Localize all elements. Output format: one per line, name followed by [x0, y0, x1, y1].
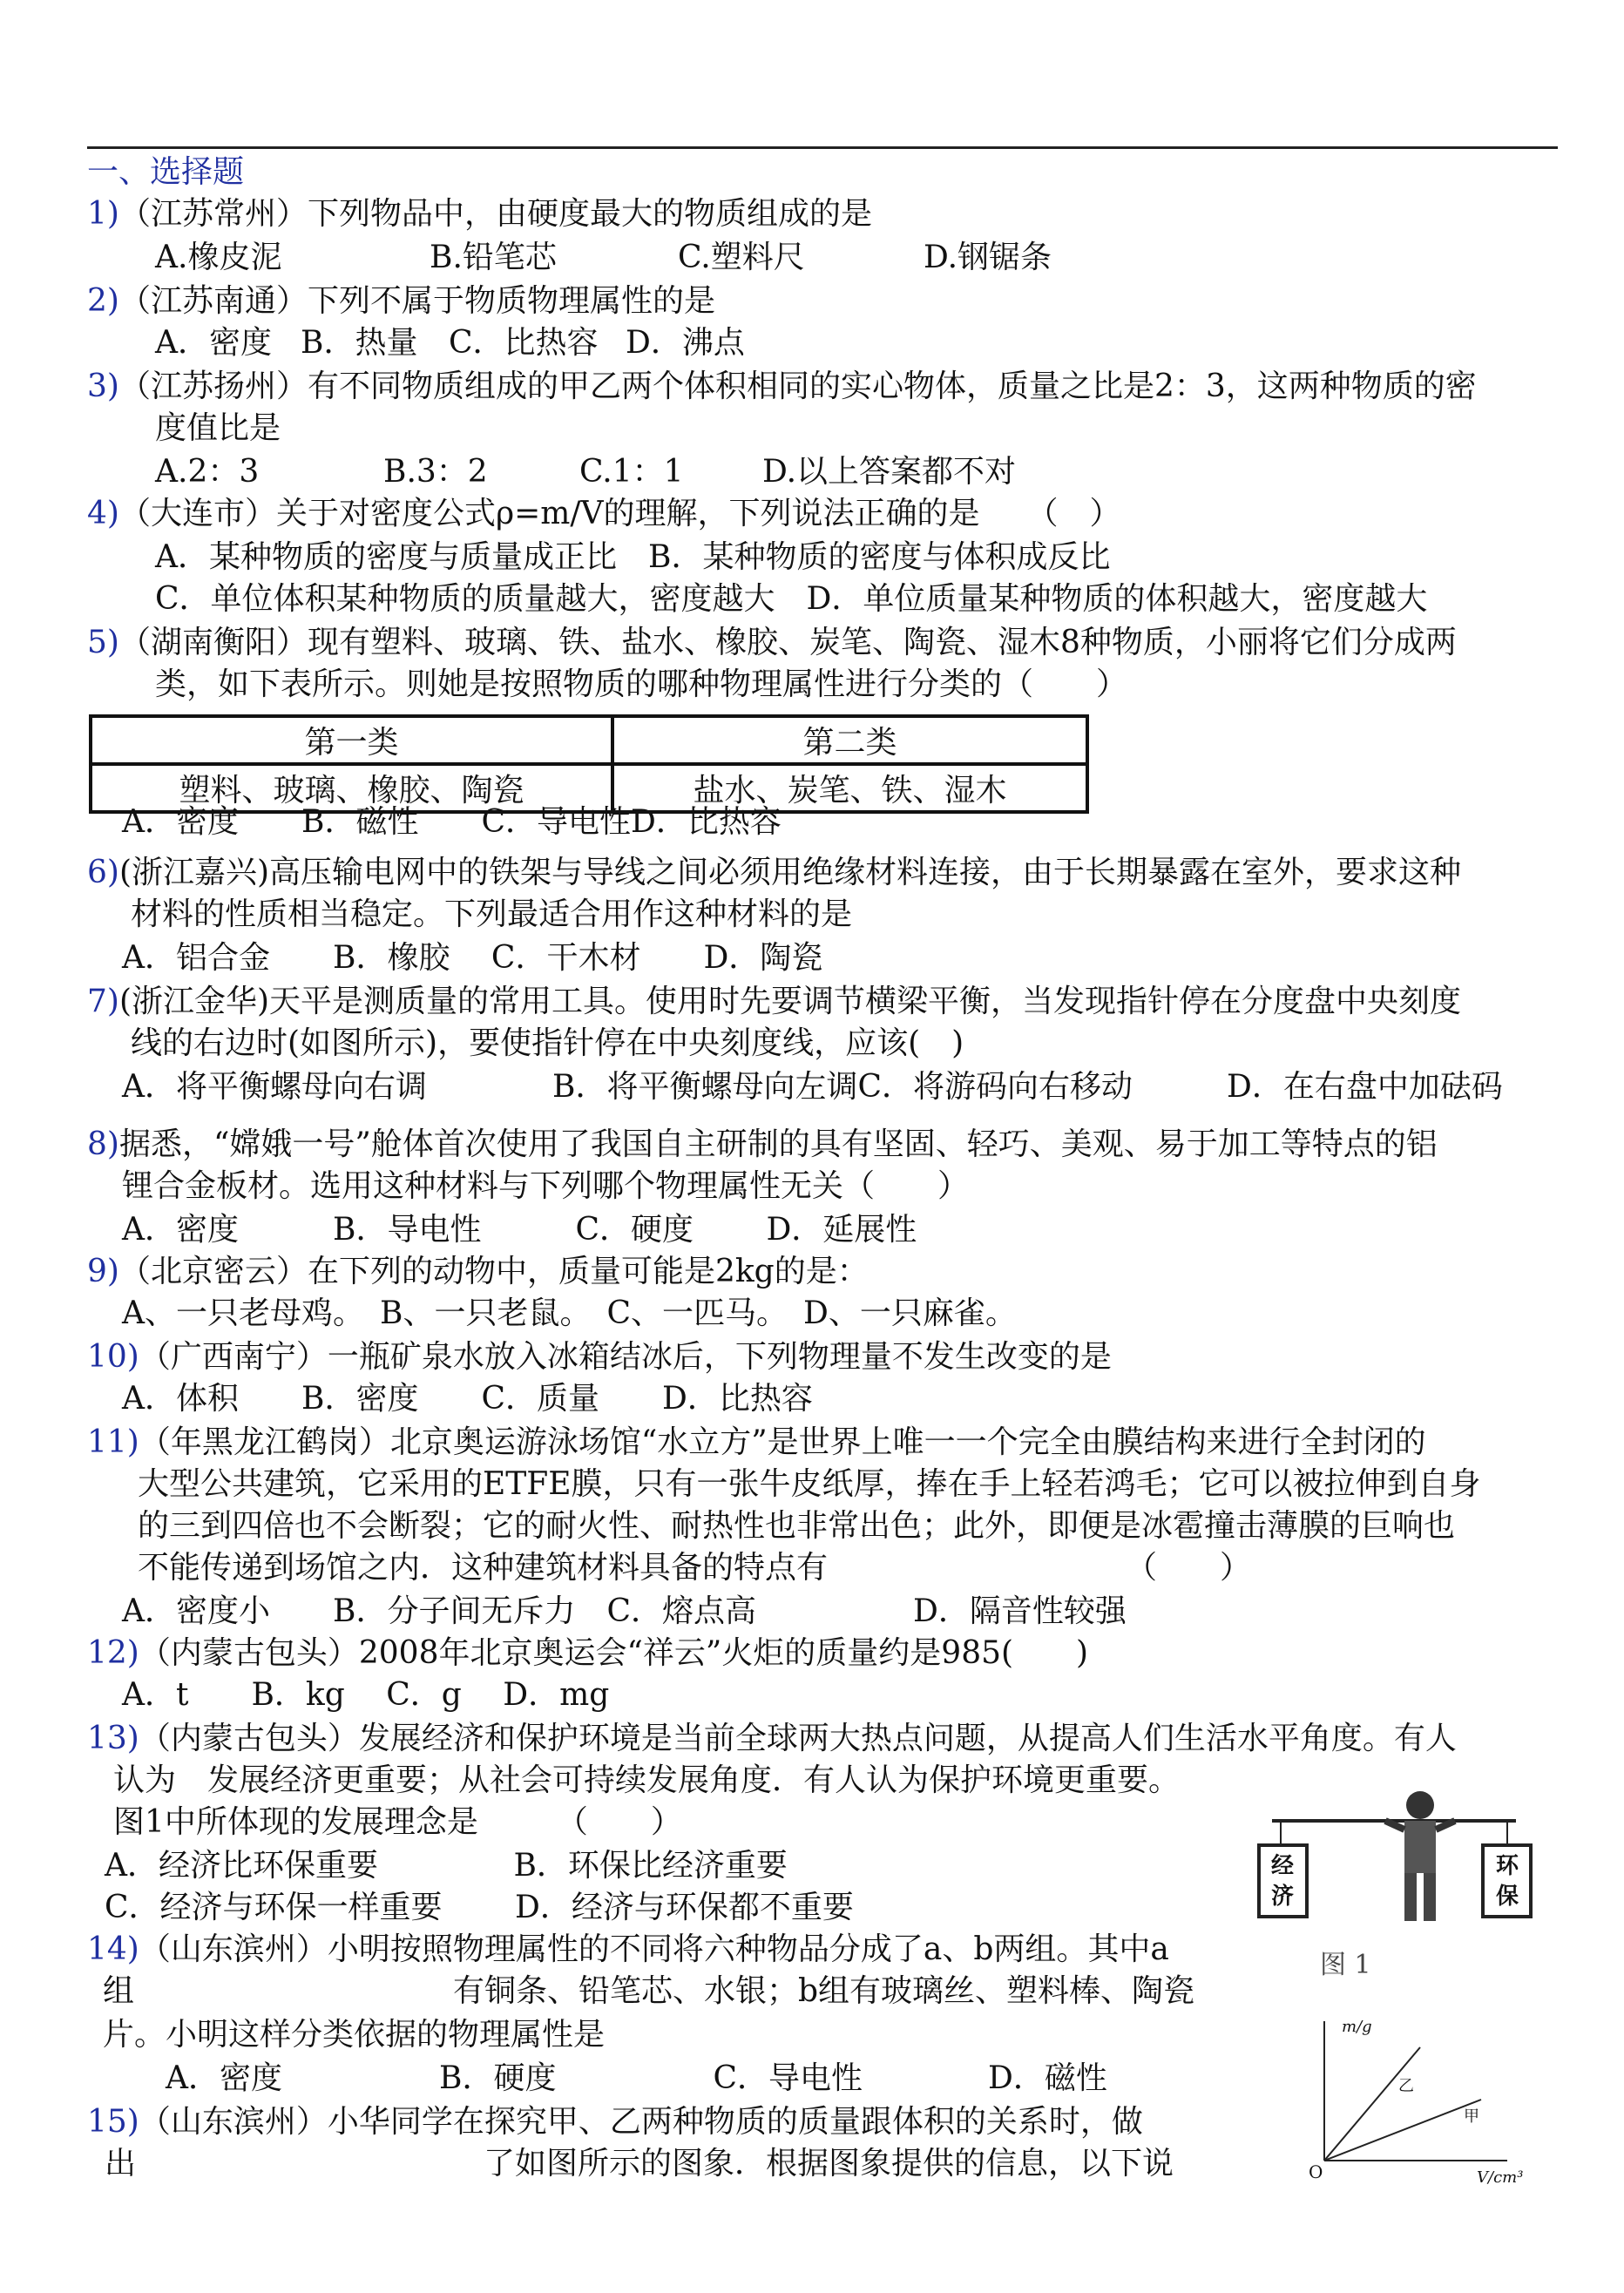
question-5	[87, 622, 1457, 664]
question-text: (浙江金华)天平是测质量的常用工具。使用时先要调节横梁平衡，当发现指针停在分度盘中央刻度	[118, 984, 1462, 1019]
question-number: 6)	[87, 855, 119, 890]
question-text: (浙江嘉兴)高压输电网中的铁架与导线之间必须用绝缘材料连接，由于长期暴露在室外，要求这种	[118, 855, 1462, 890]
option-a: A．密度	[155, 325, 272, 361]
line-jia-label: 甲	[1464, 2107, 1479, 2126]
question-text-cont: 的三到四倍也不会断裂；它的耐火性、耐热性也非常出色；此外，即便是冰雹撞击薄膜的巨响也	[138, 1508, 1456, 1544]
question-11	[87, 1422, 1426, 1464]
question-text: （内蒙古包头）2008年北京奥运会“祥云”火炬的质量约是985( )	[139, 1635, 1089, 1671]
question-number: 8)	[87, 1126, 119, 1162]
environment-sign-char-1: 环	[1495, 1853, 1519, 1879]
option-d: D.以上答案都不对	[762, 454, 1017, 490]
option-b: B．热量	[301, 325, 418, 361]
line-jia	[1324, 2100, 1481, 2161]
question-text: （山东滨州）小明按照物理属性的不同将六种物品分成了a、b两组。其中a	[139, 1931, 1169, 1967]
question-number: 10)	[87, 1339, 139, 1375]
figure-1-caption: 图 1	[1320, 1950, 1371, 1978]
question-15	[87, 2101, 1143, 2143]
economy-sign-char-1: 经	[1270, 1853, 1295, 1879]
options-line: A．密度 B．硬度 C．导电性 D．磁性	[166, 2060, 1107, 2096]
options-line: A．密度 B．导电性 C．硬度 D．延展性	[122, 1212, 917, 1248]
question-number: 7)	[87, 984, 119, 1019]
table-header-row	[91, 716, 1087, 764]
line-yi	[1324, 2047, 1420, 2161]
section-title: 一、选择题	[87, 154, 245, 190]
options-line: A．铝合金 B．橡胶 C．干木材 D．陶瓷	[122, 940, 823, 976]
option-a: A.橡皮泥	[155, 240, 282, 275]
question-number: 3)	[87, 369, 119, 404]
options-line-1: A．经济比环保重要 B．环保比经济重要	[105, 1848, 788, 1884]
question-text: （江苏常州）下列物品中，由硬度最大的物质组成的是	[118, 196, 872, 232]
question-text: （江苏南通）下列不属于物质物理属性的是	[118, 283, 715, 319]
question-number: 15)	[87, 2104, 139, 2140]
top-rule	[87, 146, 1558, 149]
question-text-cont: 锂合金板材。选用这种材料与下列哪个物理属性无关（ ）	[122, 1168, 970, 1204]
question-text-cont-a: 出	[105, 2146, 137, 2181]
question-text: 据悉，“嫦娥一号”舱体首次使用了我国自主研制的具有坚固、轻巧、美观、易于加工等特点的铝	[118, 1126, 1438, 1162]
table-cell: 塑料、玻璃、橡胶、陶瓷	[91, 764, 612, 812]
question-2	[87, 281, 715, 322]
mass-volume-graph	[1307, 2012, 1542, 2187]
options-line-2: C．经济与环保一样重要 D．经济与环保都不重要	[105, 1890, 854, 1925]
question-14	[87, 1929, 1169, 1971]
environment-sign-char-2: 保	[1495, 1884, 1519, 1910]
x-axis-label: V/cm³	[1477, 2168, 1524, 2187]
question-8	[87, 1124, 1438, 1166]
question-4	[87, 493, 1121, 535]
question-number: 9)	[87, 1254, 119, 1289]
question-text-cont: 大型公共建筑，它采用的ETFE膜，只有一张牛皮纸厚，捧在手上轻若鸿毛；它可以被拉伸到自身	[138, 1466, 1481, 1502]
question-text-cont: 片。小明这样分类依据的物理属性是	[103, 2017, 606, 2053]
question-text-cont: 线的右边时(如图所示)，要使指针停在中央刻度线，应该( )	[131, 1025, 964, 1061]
table-header: 第二类	[612, 716, 1087, 764]
question-text-cont: 类，如下表所示。则她是按照物质的哪种物理属性进行分类的（ ）	[155, 666, 1128, 702]
question-text-cont-b: 了如图所示的图象．根据图象提供的信息，以下说	[484, 2146, 1174, 2181]
table-header: 第一类	[91, 716, 612, 764]
question-text: （内蒙古包头）发展经济和保护环境是当前全球两大热点问题，从提高人们生活水平角度。有人	[139, 1721, 1457, 1756]
question-text-cont-b: 有铜条、铅笔芯、水银；b组有玻璃丝、塑料棒、陶瓷	[453, 1973, 1195, 2009]
question-number: 12)	[87, 1635, 139, 1671]
question-text-cont: 度值比是	[155, 410, 281, 446]
economy-sign-char-2: 济	[1270, 1884, 1295, 1910]
question-number: 2)	[87, 283, 119, 319]
question-text-cont: 不能传递到场馆之内．这种建筑材料具备的特点有 （ ）	[138, 1550, 1252, 1586]
options-line: A．t B．kg C．g D．mg	[122, 1677, 610, 1713]
question-text-cont: 材料的性质相当稳定。下列最适合用作这种材料的是	[131, 896, 853, 932]
person-figure	[1385, 1791, 1455, 1921]
options-line-1: A．某种物质的密度与质量成正比 B．某种物质的密度与体积成反比	[155, 539, 1111, 575]
question-12	[87, 1633, 1088, 1674]
question-6	[87, 852, 1461, 894]
options-line: A、一只老母鸡。 B、一只老鼠。 C、一匹马。 D、一只麻雀。	[122, 1295, 1017, 1331]
y-axis-label: m/g	[1342, 2018, 1372, 2036]
question-3	[87, 366, 1477, 408]
origin-label: O	[1309, 2161, 1323, 2182]
question-text-cont-a: 组	[103, 1973, 135, 2009]
options-line: A．密度小 B．分子间无斥力 C．熔点高 D．隔音性较强	[122, 1593, 1127, 1629]
option-c: C.塑料尺	[678, 240, 805, 275]
option-d: D.钢锯条	[924, 240, 1052, 275]
question-text-cont: 图1中所体现的发展理念是 （ ）	[113, 1804, 682, 1840]
question-text: （大连市）关于对密度公式ρ=m/V的理解，下列说法正确的是 （ ）	[118, 496, 1121, 531]
question-7	[87, 981, 1461, 1023]
line-yi-label: 乙	[1398, 2077, 1414, 2095]
question-number: 1)	[87, 196, 119, 232]
table-cell: 盐水、炭笔、铁、湿木	[612, 764, 1087, 812]
question-number: 13)	[87, 1721, 139, 1756]
question-text: （广西南宁）一瓶矿泉水放入冰箱结冰后，下列物理量不发生改变的是	[139, 1339, 1112, 1375]
options-line-2: C．单位体积某种物质的质量越大，密度越大 D．单位质量某种物质的体积越大，密度越大	[155, 581, 1428, 617]
option-c: C．比热容	[449, 325, 599, 361]
options-line: A．密度 B．磁性 C．导电性D．比热容	[122, 804, 782, 840]
option-d: D．沸点	[626, 325, 745, 361]
question-number: 5)	[87, 625, 119, 660]
question-text: （年黑龙江鹤岗）北京奥运游泳场馆“水立方”是世界上唯一一个完全由膜结构来进行全封闭的	[139, 1424, 1426, 1460]
option-a: A.2：3	[155, 454, 260, 490]
question-number: 14)	[87, 1931, 139, 1967]
question-13	[87, 1718, 1457, 1760]
option-c: C.1：1	[579, 454, 684, 490]
question-text: （湖南衡阳）现有塑料、玻璃、铁、盐水、橡胶、炭笔、陶瓷、湿木8种物质，小丽将它们分成两	[118, 625, 1457, 660]
option-b: B.铅笔芯	[430, 240, 557, 275]
question-1	[87, 193, 872, 235]
options-line: A．体积 B．密度 C．质量 D．比热容	[122, 1381, 813, 1417]
classification-table	[89, 714, 1089, 814]
option-b: B.3：2	[383, 454, 488, 490]
question-number: 11)	[87, 1424, 139, 1460]
question-text: （山东滨州）小华同学在探究甲、乙两种物质的质量跟体积的关系时，做	[139, 2104, 1143, 2140]
question-number: 4)	[87, 496, 119, 531]
question-text-cont: 认为 发展经济更重要；从社会可持续发展角度．有人认为保护环境更重要。	[113, 1762, 1181, 1798]
question-text: （江苏扬州）有不同物质组成的甲乙两个体积相同的实心物体，质量之比是2：3，这两种物质的密	[118, 369, 1477, 404]
question-text: （北京密云）在下列的动物中，质量可能是2kg的是：	[118, 1254, 869, 1289]
options-line: A．将平衡螺母向右调 B．将平衡螺母向左调C．将游码向右移动 D．在右盘中加砝码	[122, 1069, 1503, 1105]
question-10	[87, 1336, 1112, 1378]
question-9	[87, 1251, 869, 1293]
figure-1-seesaw	[1255, 1786, 1551, 1978]
